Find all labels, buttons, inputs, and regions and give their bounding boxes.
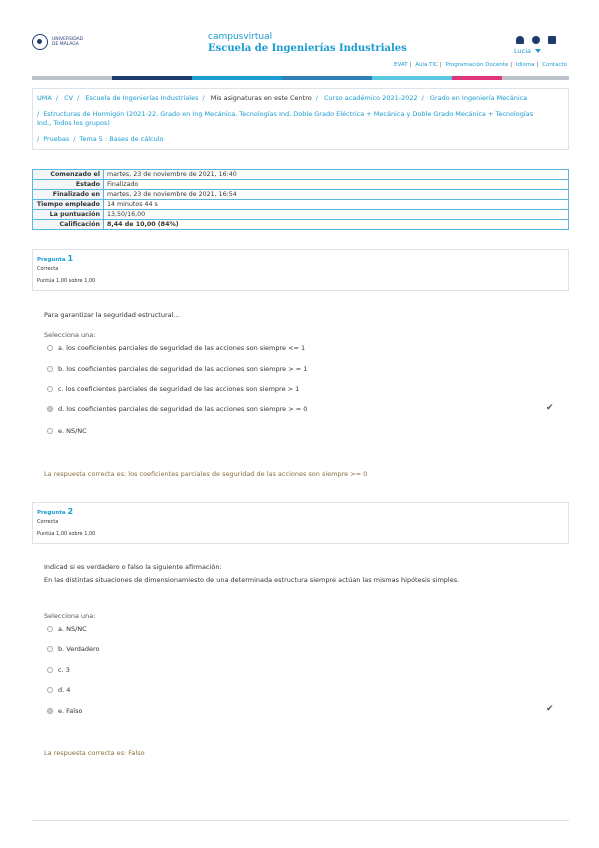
quiz-summary-table bbox=[32, 169, 569, 230]
question-number: Pregunta 1 bbox=[37, 254, 74, 263]
radio-selected-icon[interactable] bbox=[47, 406, 53, 412]
breadcrumb: UMA / CV / Escuela de Ingenierías Industriales / Mis asignaturas en este Centro / Curso académico 2021-2022 / Grado en Ingeniería Mecánica / Estructuras de Hormigón (2021-22, Grado en Ing Mecánica, Tecnologías Ind, Doble Grado Eléctrica + Mecánica y Doble Grado Mecánica + Tecnologías Ind., Todos los grupos) / Pruebas / Tema 5 : Bases de cálculo bbox=[32, 88, 569, 150]
crumb-pruebas[interactable]: Pruebas bbox=[43, 135, 70, 143]
chat-icon[interactable] bbox=[532, 36, 540, 44]
summary-value: Finalizado bbox=[107, 181, 139, 188]
q2-option-c[interactable]: c. 3 bbox=[47, 666, 70, 674]
q1-option-c[interactable]: c. los coeficientes parciales de seguridad de las acciones son siempre > 1 bbox=[47, 385, 299, 393]
q2-option-d[interactable]: d. 4 bbox=[47, 686, 70, 694]
q1-option-d[interactable]: d. los coeficientes parciales de seguridad de las acciones son siempre > = 0 bbox=[47, 405, 307, 413]
crumb-course-cont[interactable]: Ind., Todos los grupos) bbox=[37, 119, 110, 127]
radio-icon[interactable] bbox=[47, 626, 53, 632]
checkmark-icon: ✔ bbox=[546, 403, 554, 413]
link-programacion[interactable]: Programación Docente bbox=[445, 62, 509, 68]
q2-option-e[interactable]: e. Falso bbox=[47, 707, 82, 715]
summary-key: La puntuación bbox=[33, 210, 104, 219]
summary-key: Calificación bbox=[33, 220, 104, 229]
summary-value: martes, 23 de noviembre de 2021, 16:54 bbox=[107, 191, 237, 198]
uma-seal-icon bbox=[32, 34, 48, 50]
summary-key: Comenzado el bbox=[33, 170, 104, 179]
summary-row bbox=[33, 190, 568, 200]
radio-icon[interactable] bbox=[47, 366, 53, 372]
radio-icon[interactable] bbox=[47, 428, 53, 434]
summary-key: Tiempo empleado bbox=[33, 200, 104, 209]
footer-divider bbox=[32, 820, 569, 821]
crumb-uma[interactable]: UMA bbox=[37, 94, 52, 102]
crumb-year[interactable]: Curso académico 2021-2022 bbox=[324, 94, 418, 102]
checkmark-icon: ✔ bbox=[546, 704, 554, 714]
question-number: Pregunta 2 bbox=[37, 507, 74, 516]
radio-icon[interactable] bbox=[47, 667, 53, 673]
crumb-course[interactable]: Estructuras de Hormigón (2021-22, Grado en Ing Mecánica, Tecnologías Ind, Doble Grado Eléctrica + Mecánica y Doble Grado Mecánica + Tecnologías bbox=[43, 110, 534, 118]
q2-option-b[interactable]: b. Verdadero bbox=[47, 645, 100, 653]
crumb-tema[interactable]: Tema 5 : Bases de cálculo bbox=[79, 135, 164, 143]
question-2-statement: En las distintas situaciones de dimensionamiesto de una determinada estructura siempre actúan las mismas hipótesis simples. bbox=[44, 576, 460, 584]
crumb-degree[interactable]: Grado en Ingeniería Mecánica bbox=[429, 94, 528, 102]
logo-text: UNIVERSIDAD DE MÁLAGA bbox=[52, 37, 84, 47]
crumb-current: Mis asignaturas en este Centro bbox=[210, 94, 312, 102]
summary-value: martes, 23 de noviembre de 2021, 16:40 bbox=[107, 171, 237, 178]
user-menu[interactable] bbox=[514, 47, 541, 55]
summary-key: Finalizado en bbox=[33, 190, 104, 199]
radio-selected-icon[interactable] bbox=[47, 708, 53, 714]
radio-icon[interactable] bbox=[47, 345, 53, 351]
question-1-info bbox=[32, 249, 569, 291]
chevron-down-icon bbox=[535, 49, 541, 53]
question-2-text: Indicad si es verdadero o falso la siguiente afirmación: bbox=[44, 563, 222, 571]
link-aula-tic[interactable]: Aula TIC bbox=[415, 62, 438, 68]
select-one-label: Selecciona una: bbox=[44, 331, 96, 339]
summary-value: 13,50/16,00 bbox=[107, 211, 146, 218]
select-one-label: Selecciona una: bbox=[44, 612, 96, 620]
question-points: Puntúa 1,00 sobre 1,00 bbox=[37, 531, 96, 537]
crumb-school[interactable]: Escuela de Ingenierías Industriales bbox=[85, 94, 199, 102]
school-title[interactable]: Escuela de Ingenierías Industriales bbox=[208, 43, 407, 54]
link-contacto[interactable]: Contacto bbox=[542, 62, 567, 68]
radio-icon[interactable] bbox=[47, 386, 53, 392]
uma-logo[interactable] bbox=[32, 34, 84, 52]
q1-option-a[interactable]: a. los coeficientes parciales de seguridad de las acciones son siempre <= 1 bbox=[47, 344, 305, 352]
question-points: Puntúa 1,00 sobre 1,00 bbox=[37, 278, 96, 284]
summary-row bbox=[33, 220, 568, 229]
radio-icon[interactable] bbox=[47, 646, 53, 652]
link-idioma[interactable]: Idioma bbox=[515, 62, 535, 68]
color-bar bbox=[32, 76, 569, 80]
radio-icon[interactable] bbox=[47, 687, 53, 693]
summary-row bbox=[33, 170, 568, 180]
question-2-info bbox=[32, 502, 569, 544]
q2-option-a[interactable]: a. NS/NC bbox=[47, 625, 87, 633]
summary-row bbox=[33, 180, 568, 190]
summary-row bbox=[33, 210, 568, 220]
question-status: Correcta bbox=[37, 519, 59, 525]
summary-row bbox=[33, 200, 568, 210]
mail-icon[interactable] bbox=[548, 36, 556, 44]
q1-option-b[interactable]: b. los coeficientes parciales de seguridad de las acciones son siempre > = 1 bbox=[47, 365, 307, 373]
link-evat[interactable]: EVAT bbox=[393, 62, 408, 68]
bell-icon[interactable] bbox=[516, 36, 524, 44]
summary-key: Estado bbox=[33, 180, 104, 189]
question-status: Correcta bbox=[37, 266, 59, 272]
user-name: Lucia bbox=[514, 47, 531, 55]
q1-option-e[interactable]: e. NS/NC bbox=[47, 427, 87, 435]
top-links: EVAT | Aula TIC | Programación Docente | Idioma | Contacto bbox=[393, 62, 567, 68]
summary-value: 8,44 de 10,00 (84%) bbox=[107, 221, 179, 228]
crumb-cv[interactable]: CV bbox=[64, 94, 74, 102]
q1-correct-answer: La respuesta correcta es: los coeficientes parciales de seguridad de las acciones son siempre >= 0 bbox=[44, 470, 368, 478]
campus-virtual-brand[interactable]: campusvirtual bbox=[208, 32, 273, 42]
summary-value: 14 minutos 44 s bbox=[107, 201, 158, 208]
q2-correct-answer: La respuesta correcta es: Falso bbox=[44, 749, 145, 757]
question-1-text: Para garantizar la seguridad estructural… bbox=[44, 311, 180, 319]
